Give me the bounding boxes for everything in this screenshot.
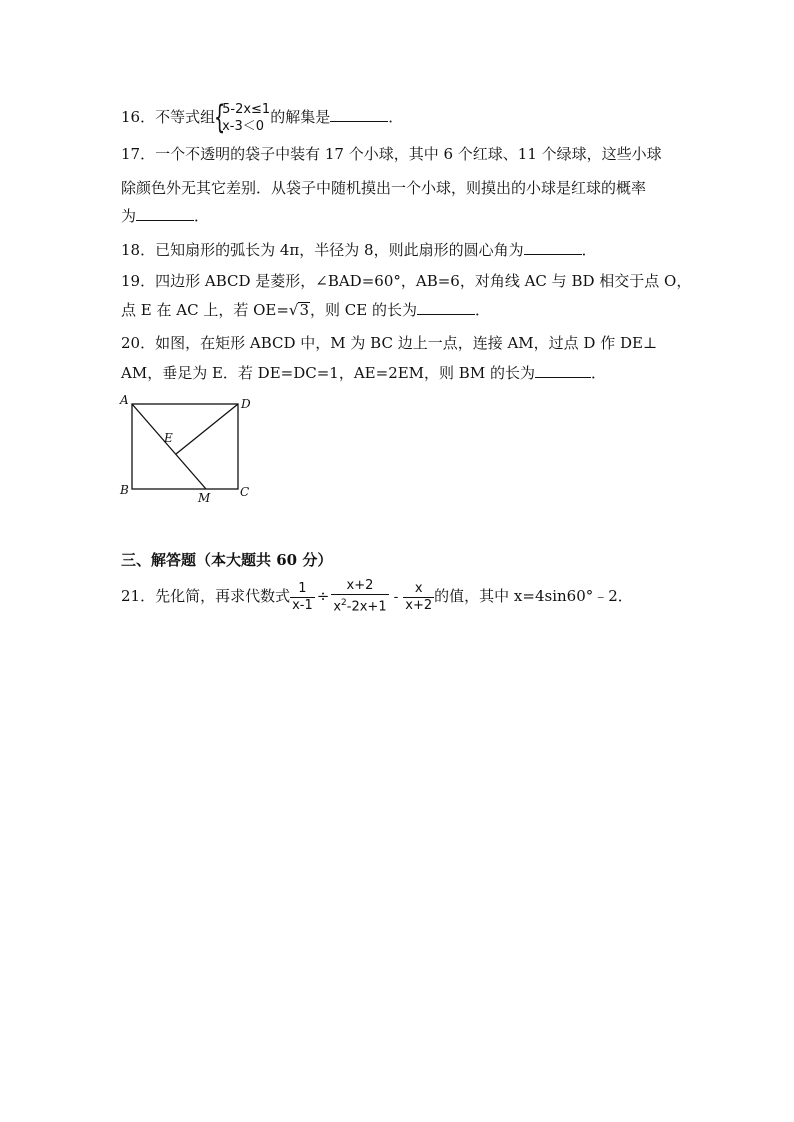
question-16-end: ． <box>388 108 404 126</box>
label-a: A <box>120 393 129 407</box>
question-20-end: ． <box>590 364 606 382</box>
answer-blank-18 <box>524 240 582 255</box>
sqrt-radicand: 3 <box>299 301 310 319</box>
question-16-suffix: 的解集是 <box>270 108 331 126</box>
label-e: E <box>164 431 173 445</box>
question-21-prefix: 21．先化简，再求代数式 <box>121 587 291 605</box>
label-c: C <box>240 485 250 499</box>
fraction-2-denominator <box>331 595 388 615</box>
question-20-line-2-text: AM，垂足为 E．若 DE=DC=1，AE=2EM，则 BM 的长为 <box>121 364 535 382</box>
question-21 <box>121 575 633 619</box>
question-20-line-1: 20．如图，在矩形 ABCD 中，M 为 BC 边上一点，连接 AM，过点 D 作 DE⊥ <box>121 334 658 352</box>
segment-am <box>132 404 206 489</box>
label-m: M <box>198 491 211 505</box>
question-18-text: 18．已知扇形的弧长为 4π，半径为 8，则此扇形的圆心角为 <box>121 241 524 259</box>
question-16-prefix: 不等式组 <box>155 108 216 126</box>
question-19-line-2-prefix: 点 E 在 AC 上，若 OE= <box>121 301 289 319</box>
answer-blank-17 <box>136 206 194 221</box>
inequality-system <box>214 98 271 136</box>
question-18 <box>121 240 597 260</box>
answer-blank-16 <box>330 107 388 122</box>
question-19-line-2-suffix: ，则 CE 的长为 <box>310 301 417 319</box>
minus-operator: - <box>393 590 399 605</box>
question-19-line-1: 19．四边形 ABCD 是菱形，∠BAD=60°，AB=6，对角线 AC 与 BD 相交于点 O， <box>121 272 692 290</box>
question-16 <box>121 100 403 135</box>
question-17-end: ． <box>194 207 210 225</box>
fraction-1 <box>290 581 315 614</box>
answer-blank-19 <box>417 300 475 315</box>
fraction-1-numerator: 1 <box>290 581 315 598</box>
inequality-1: 5-2x≤1 <box>222 102 271 117</box>
fraction-2-den-exponent: 2 <box>341 598 347 609</box>
section-3-heading: 三、解答题（本大题共 60 分） <box>121 551 333 569</box>
question-16-number: 16． <box>121 108 156 126</box>
division-operator: ÷ <box>316 587 330 605</box>
question-17-line-3-prefix: 为 <box>121 207 137 225</box>
question-17-line-2: 除颜色外无其它差别．从袋子中随机摸出一个小球，则摸出的小球是红球的概率 <box>121 179 647 197</box>
fraction-3-denominator: x+2 <box>405 597 433 613</box>
question-21-suffix: 的值，其中 x=4sin60°﹣2． <box>434 587 633 605</box>
fraction-2-den-base: x <box>333 599 342 615</box>
fraction-2 <box>331 578 388 615</box>
fraction-3 <box>403 581 434 614</box>
sqrt-sign: √ <box>288 301 299 319</box>
answer-blank-20 <box>535 363 591 378</box>
label-d: D <box>241 397 251 411</box>
brace-symbol: { <box>214 98 226 136</box>
inequality-2: x-3＜0 <box>222 119 265 134</box>
rectangle-figure <box>118 392 258 510</box>
question-17-line-1: 17．一个不透明的袋子中装有 17 个小球，其中 6 个红球、11 个绿球，这些小球 <box>121 145 662 163</box>
question-19-line-2 <box>121 300 490 320</box>
question-20-line-2 <box>121 363 606 383</box>
fraction-3-numerator: x <box>403 581 434 598</box>
segment-de <box>176 404 238 454</box>
question-17-line-3 <box>121 206 209 226</box>
fraction-1-denominator: x-1 <box>292 597 313 613</box>
fraction-2-den-rest: -2x+1 <box>346 599 387 615</box>
question-18-end: ． <box>581 241 597 259</box>
question-19-end: ． <box>475 301 491 319</box>
fraction-2-numerator: x+2 <box>331 578 388 595</box>
label-b: B <box>120 483 129 497</box>
